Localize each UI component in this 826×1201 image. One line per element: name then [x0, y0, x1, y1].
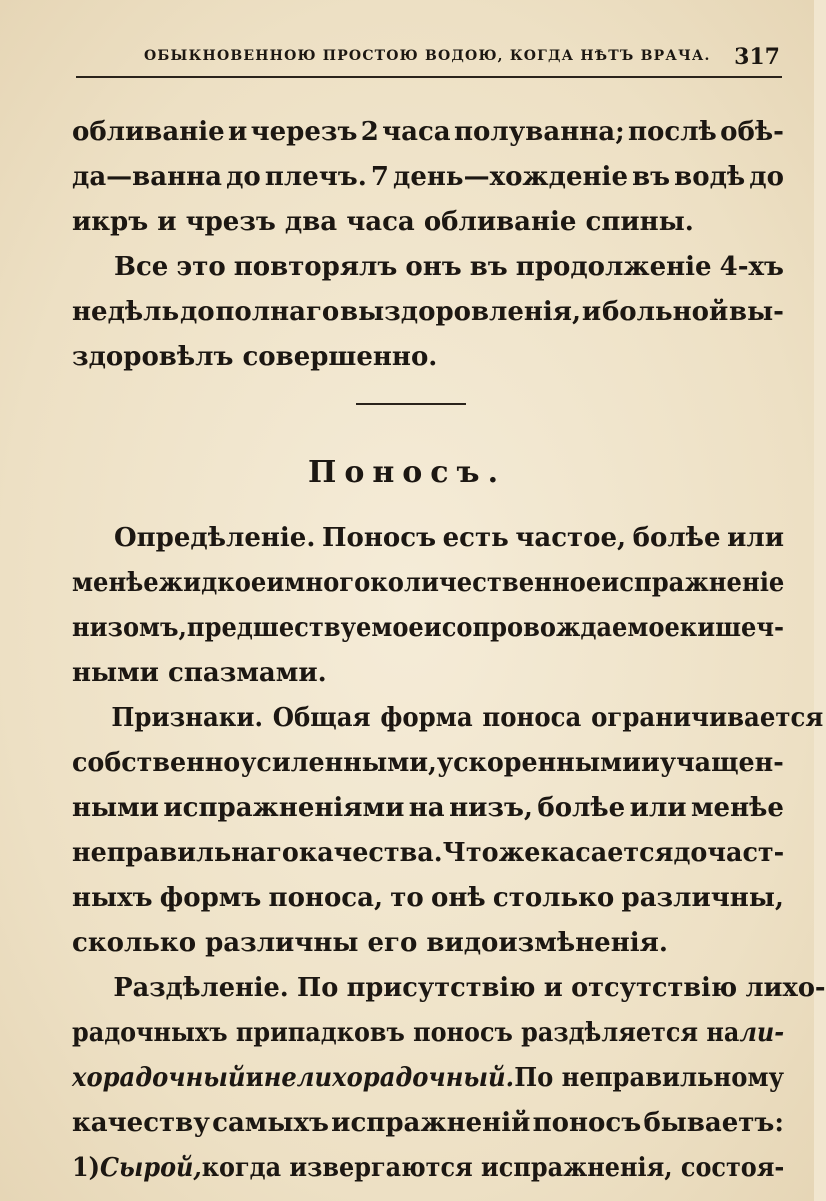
word: или	[629, 793, 687, 823]
page-header	[76, 44, 782, 74]
word: обливаніе	[72, 117, 225, 147]
word: въ	[469, 252, 508, 282]
word: неправильнаго	[72, 838, 299, 868]
word: это	[176, 252, 226, 282]
text-line: сколько различны его видоизмѣненія.	[72, 928, 668, 958]
word: формъ	[159, 883, 262, 913]
italic-term: хорадочный	[72, 1063, 246, 1093]
word: Опредѣленіе.	[114, 523, 316, 553]
text-line	[72, 966, 826, 1011]
text-segment: радочныхъ припадковъ поносъ раздѣляется на	[72, 1018, 740, 1048]
word: ными	[72, 793, 159, 823]
header-rule	[76, 76, 782, 78]
page-number: 317	[734, 44, 780, 70]
word: или	[727, 523, 784, 553]
word: частое,	[515, 523, 627, 553]
italic-term: ли-	[739, 1018, 785, 1048]
word: ныхъ	[72, 883, 153, 913]
word: водѣ	[674, 162, 746, 192]
word: качеству	[72, 1108, 210, 1138]
word: предшествуемое	[186, 613, 424, 643]
text-line	[72, 831, 784, 876]
text-line	[72, 561, 784, 606]
word: 2	[360, 117, 379, 147]
word: менѣе	[72, 568, 159, 598]
word: ускоренными	[436, 748, 641, 778]
word: 4-хъ	[719, 252, 784, 282]
word: 7	[370, 162, 389, 192]
word: послѣ	[628, 117, 717, 147]
word: отсутствію	[571, 973, 738, 1003]
word: продолженіе	[515, 252, 712, 282]
text-line-mixed	[72, 1011, 784, 1056]
word: жидкое	[158, 568, 267, 598]
running-head: ОБЫКНОВЕННОЮ ПРОСТОЮ ВОДОЮ, КОГДА НѢТЪ ВРАЧА.	[144, 48, 711, 64]
word: болѣе	[537, 793, 626, 823]
word: форма	[380, 703, 473, 733]
word: до	[749, 162, 784, 192]
word: то	[390, 883, 424, 913]
word: лихо-	[745, 973, 826, 1003]
word: же	[498, 838, 541, 868]
text-line: здоровѣлъ совершенно.	[72, 342, 438, 372]
word: ограничивается	[591, 703, 824, 733]
italic-term: Сырой,	[99, 1153, 202, 1183]
word: до	[179, 297, 215, 327]
word: и	[423, 613, 442, 643]
word: часа	[382, 117, 451, 147]
word: столько	[492, 883, 615, 913]
word: учащен-	[659, 748, 784, 778]
word: на	[408, 793, 445, 823]
word: испражненіе	[601, 568, 785, 598]
text-line	[72, 786, 784, 831]
text-line	[72, 110, 784, 155]
word: кишеч-	[679, 613, 785, 643]
italic-term: нелихорадочный.	[263, 1063, 515, 1093]
word: поносъ	[532, 1108, 642, 1138]
word: самыхъ	[212, 1108, 329, 1138]
word: плечъ.	[264, 162, 367, 192]
text-line: икръ и чрезъ два часа обливаніе спины.	[72, 207, 694, 237]
word: полуванна;	[453, 117, 625, 147]
word: онѣ	[430, 883, 486, 913]
word: сопровождаемое	[441, 613, 680, 643]
word: да—ванна	[72, 162, 222, 192]
word: обѣ-	[720, 117, 784, 147]
text-line	[72, 696, 823, 741]
section-title: Поносъ.	[307, 455, 507, 490]
word: менѣе	[690, 793, 784, 823]
word: низъ,	[449, 793, 533, 823]
word: болѣе	[632, 523, 721, 553]
word: поноса	[482, 703, 582, 733]
section-separator	[356, 403, 466, 405]
text-segment: когда извергаются испражненія, состоя-	[201, 1153, 785, 1183]
text-line	[72, 741, 784, 786]
word: испражненіями	[163, 793, 405, 823]
word: Признаки.	[111, 703, 263, 733]
text-line	[72, 876, 784, 921]
word: присутствію	[346, 973, 536, 1003]
word: Общая	[272, 703, 371, 733]
word: день—хожденіе	[393, 162, 628, 192]
word: многоколичественное	[284, 568, 602, 598]
word: выздоровленія,	[340, 297, 582, 327]
word: и	[227, 117, 248, 147]
word: По	[297, 973, 339, 1003]
word: до	[673, 838, 708, 868]
word: бываетъ:	[643, 1108, 784, 1138]
word: повторялъ	[233, 252, 398, 282]
text-line: ными спазмами.	[72, 658, 327, 688]
word: част-	[707, 838, 785, 868]
word: и	[266, 568, 285, 598]
text-line	[72, 290, 784, 335]
word: въ	[632, 162, 671, 192]
word: есть	[442, 523, 509, 553]
word: и	[543, 973, 563, 1003]
word: низомъ,	[72, 613, 187, 643]
word: собственно	[72, 748, 241, 778]
word: испражненій	[331, 1108, 531, 1138]
text-segment: По неправильному	[514, 1063, 785, 1093]
word: онъ	[405, 252, 462, 282]
word: качества.	[298, 838, 443, 868]
word: и	[581, 297, 602, 327]
text-line	[72, 245, 784, 290]
word: Раздѣленіе.	[113, 973, 289, 1003]
body-text-bottom	[72, 516, 826, 1191]
word: Что	[442, 838, 499, 868]
word: полнаго	[215, 297, 340, 327]
word: различны,	[621, 883, 784, 913]
word: до	[226, 162, 261, 192]
text-line	[72, 606, 784, 651]
text-line	[72, 1101, 784, 1146]
body-text-top	[72, 110, 784, 380]
text-line	[72, 155, 784, 200]
word: вы-	[729, 297, 784, 327]
word: и	[641, 748, 660, 778]
text-line-mixed	[72, 1146, 784, 1191]
text-line	[72, 516, 784, 561]
text-segment: и	[245, 1063, 264, 1093]
text-line-mixed	[72, 1056, 784, 1101]
word: Все	[114, 252, 169, 282]
word: недѣль	[72, 297, 180, 327]
word: касается	[540, 838, 674, 868]
word: Поносъ	[321, 523, 437, 553]
word: усиленными,	[240, 748, 437, 778]
list-number: 1)	[72, 1153, 100, 1183]
word: черезъ	[250, 117, 358, 147]
word: поноса,	[268, 883, 384, 913]
word: больной	[601, 297, 729, 327]
